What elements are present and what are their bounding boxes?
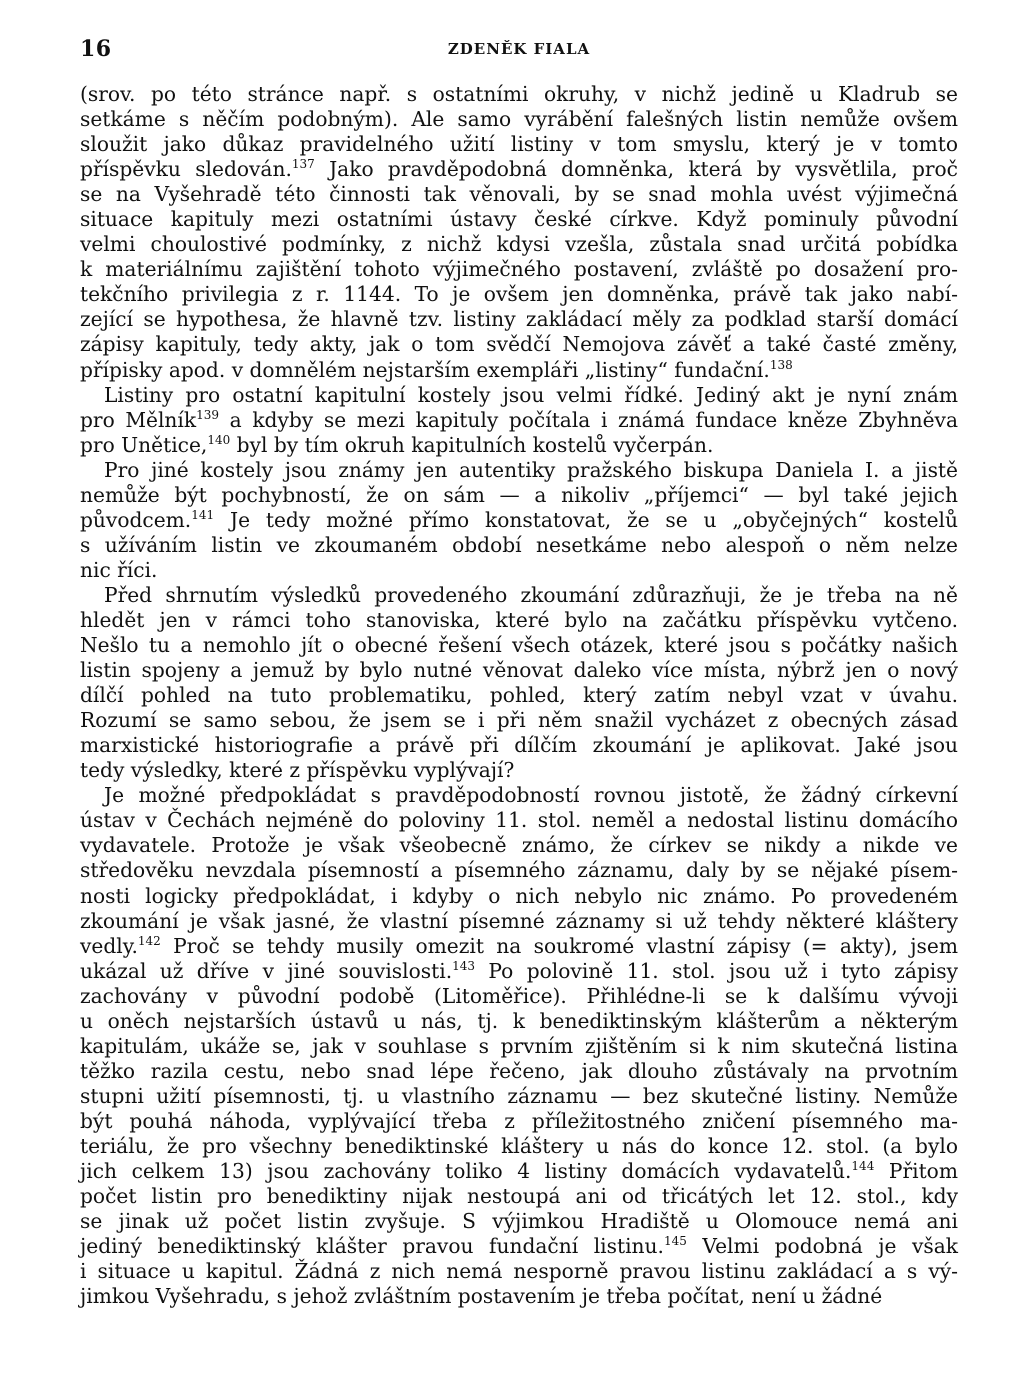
text-run: vydavatele. Protože je však všeobecně známo, že církev se nikdy a nikde ve — [80, 833, 958, 858]
text-line — [80, 307, 958, 332]
text-line — [80, 633, 958, 658]
text-run: pro Mělník — [80, 407, 197, 432]
text-run: původcem. — [80, 507, 192, 532]
text-run: k materiálnímu zajištění tohoto výjimečného postavení, zvláště po dosažení pro- — [80, 257, 958, 282]
text-run: ústav v Čechách nejméně do poloviny 11. stol. neměl a nedostal listinu domácího — [80, 808, 958, 833]
text-line — [80, 959, 958, 984]
text-line — [80, 733, 958, 758]
text-line — [80, 458, 958, 483]
text-line — [80, 1259, 958, 1284]
text-run: příspěvku sledován. — [80, 157, 292, 182]
text-line — [80, 608, 958, 633]
text-line — [80, 1059, 958, 1084]
text-run: Je tedy možné přímo konstatovat, že se u „obyčejných“ kostelů — [214, 507, 958, 532]
text-line — [80, 1109, 958, 1134]
text-run: tedy výsledky, které z příspěvku vyplývají? — [80, 758, 515, 783]
text-line — [80, 408, 958, 433]
text-run: ukázal už dříve v jiné souvislosti. — [80, 958, 453, 983]
text-run: byl by tím okruh kapitulních kostelů vyčerpán. — [230, 432, 714, 457]
text-run: jich celkem 13) jsou zachovány toliko 4 listiny domácích vydavatelů. — [80, 1159, 852, 1184]
text-run: teriálu, že pro všechny benediktinské kláštery u nás do konce 12. stol. (a bylo — [80, 1133, 958, 1158]
text-run: situace kapituly mezi ostatními ústavy české církve. Když pominuly původní — [80, 207, 958, 232]
footnote-ref: 140 — [207, 432, 231, 447]
text-run: zející se hypothesa, že hlavně tzv. listiny zakládací měly za podklad starší domácí — [80, 307, 958, 332]
text-line — [80, 1034, 958, 1059]
text-line — [80, 934, 958, 959]
text-run: se jinak už počet listin zvyšuje. S výjimkou Hradiště u Olomouce nemá ani — [80, 1209, 958, 1234]
text-run: kapitulám, ukáže se, jak v souhlase s prvním zjištěním si k nim skutečná listina — [80, 1033, 958, 1058]
text-run: listin spojeny a jemuž by bylo nutné věnovat daleko více místa, nýbrž jen o nový — [80, 658, 958, 683]
footnote-ref: 143 — [452, 958, 476, 973]
text-run: zachovány v původní podobě (Litoměřice). Přihlédne-li se k dalšímu vývoji — [80, 983, 958, 1008]
footnote-ref: 141 — [191, 507, 215, 522]
text-line — [80, 783, 958, 808]
footnote-ref: 139 — [196, 407, 220, 422]
text-run: Proč se tehdy musily omezit na soukromé vlastní zápisy (= akty), jsem — [160, 933, 958, 958]
text-line — [80, 157, 958, 182]
text-run: Listiny pro ostatní kapitulní kostely jsou velmi řídké. Jediný akt je nyní znám — [104, 382, 958, 407]
footnote-ref: 137 — [291, 157, 315, 172]
text-run: počet listin pro benediktiny nijak nestoupá ani od třicátých let 12. stol., kdy — [80, 1184, 958, 1209]
text-run: velmi choulostivé podmínky, z nichž kdysi vzešla, zůstala snad určitá pobídka — [80, 232, 958, 257]
text-line — [80, 984, 958, 1009]
text-line — [80, 508, 958, 533]
text-line — [80, 107, 958, 132]
text-line — [80, 533, 958, 558]
text-run: Jako pravděpodobná domněnka, která by vysvětlila, proč — [314, 157, 958, 182]
text-run: Přitom — [874, 1159, 958, 1184]
text-line — [80, 558, 958, 583]
text-run: i situace u kapitul. Žádná z nich nemá nesporně pravou listinu zakládací a s vý- — [80, 1259, 958, 1284]
text-run: Velmi podobná je však — [686, 1234, 958, 1259]
text-run: stupni užití písemnosti, tj. u vlastního záznamu — bez skutečné listiny. Nemůže — [80, 1083, 958, 1108]
text-run: zápisy kapituly, tedy akty, jak o tom svědčí Nemojova závěť a také časté změny, — [80, 332, 958, 357]
text-run: zkoumání je však jasné, že vlastní písemné záznamy si už tehdy některé kláštery — [80, 908, 958, 933]
body-text — [80, 82, 958, 1309]
text-run: Po polovině 11. stol. jsou už i tyto zápisy — [475, 958, 959, 983]
text-run: setkáme s něčím podobným). Ale samo vyrábění falešných listin nemůže ovšem — [80, 107, 958, 132]
text-run: nemůže být pochybností, že on sám — a nikoliv „příjemci“ — byl také jejich — [80, 482, 958, 507]
text-line — [80, 1084, 958, 1109]
text-line — [80, 1184, 958, 1209]
text-line — [80, 257, 958, 282]
text-line — [80, 1209, 958, 1234]
text-line — [80, 683, 958, 708]
text-line — [80, 833, 958, 858]
paragraph — [80, 783, 958, 1309]
text-line — [80, 658, 958, 683]
text-run: s užíváním listin ve zkoumaném období nesetkáme nebo alespoň o něm nelze — [80, 532, 958, 557]
text-run: těžko razila cestu, nebo snad lépe řečeno, jak dlouho zůstávaly na prvotním — [80, 1058, 958, 1083]
text-line — [80, 383, 958, 408]
text-run: u oněch nejstarších ústavů u nás, tj. k benediktinským klášterům a některým — [80, 1008, 958, 1033]
text-run: být pouhá náhoda, vyplývající třeba z příležitostného zničení písemného ma- — [80, 1108, 958, 1133]
running-title: ZDENĚK FIALA — [447, 40, 591, 58]
text-run: Nešlo tu a nemohlo jít o obecné řešení všech otázek, které jsou s počátky našich — [80, 633, 958, 658]
text-run: hledět jen v rámci toho stanoviska, které bylo na začátku příspěvku vytčeno. — [80, 607, 958, 632]
text-run: se na Vyšehradě této činnosti tak věnovali, by se snad mohla uvést výjimečná — [80, 182, 958, 207]
paragraph — [80, 82, 958, 383]
text-run: vedly. — [80, 933, 138, 958]
text-run: (srov. po této stránce např. s ostatními okruhy, v nichž jedině u Kladrub se — [80, 82, 958, 106]
text-line — [80, 207, 958, 232]
text-line — [80, 232, 958, 257]
footnote-ref: 138 — [769, 357, 793, 372]
text-run: Je možné předpokládat s pravděpodobností rovnou jistotě, že žádný církevní — [104, 783, 958, 808]
text-line — [80, 132, 958, 157]
text-run: pro Unětice, — [80, 432, 208, 457]
text-line — [80, 884, 958, 909]
text-line — [80, 1009, 958, 1034]
paragraph — [80, 583, 958, 783]
text-line — [80, 332, 958, 357]
paragraph — [80, 458, 958, 583]
text-line — [80, 583, 958, 608]
text-line — [80, 708, 958, 733]
text-line — [80, 82, 958, 107]
text-line — [80, 758, 958, 783]
text-line — [80, 282, 958, 307]
footnote-ref: 144 — [851, 1159, 875, 1174]
text-run: středověku nevzdala písemností a písemného záznamu, daly by se nějaké písem- — [80, 858, 958, 883]
footnote-ref: 142 — [137, 933, 161, 948]
text-line — [80, 858, 958, 883]
text-line — [80, 358, 958, 383]
text-line — [80, 1284, 958, 1309]
text-run: marxistické historiografie a právě při dílčím zkoumání je aplikovat. Jaké jsou — [80, 733, 958, 758]
text-line — [80, 483, 958, 508]
text-run: nosti logicky předpokládat, i kdyby o nich nebylo nic známo. Po provedeném — [80, 883, 958, 908]
text-line — [80, 1159, 958, 1184]
text-line — [80, 1134, 958, 1159]
text-line — [80, 1234, 958, 1259]
text-run: Pro jiné kostely jsou známy jen autentiky pražského biskupa Daniela I. a jistě — [104, 457, 958, 482]
text-run: přípisky apod. v domnělém nejstarším exempláři „listiny“ fundační. — [80, 357, 770, 382]
text-run: nic říci. — [80, 557, 158, 582]
text-line — [80, 808, 958, 833]
text-line — [80, 909, 958, 934]
page-number: 16 — [80, 36, 112, 62]
text-run: dílčí pohled na tuto problematiku, pohled, který zatím nebyl vzat v úvahu. — [80, 683, 958, 708]
text-run: a kdyby se mezi kapituly počítala i známá fundace kněze Zbyhněva — [219, 407, 958, 432]
text-run: Rozumí se samo sebou, že jsem se i při něm snažil vycházet z obecných zásad — [80, 708, 958, 733]
text-run: tekčního privilegia z r. 1144. To je ovšem jen domněnka, právě tak jako nabí- — [80, 282, 958, 307]
text-line — [80, 433, 958, 458]
footnote-ref: 145 — [663, 1234, 687, 1249]
text-run: jimkou Vyšehradu, s jehož zvláštním postavením je třeba počítat, není u žádné — [80, 1284, 883, 1309]
text-run: Před shrnutím výsledků provedeného zkoumání zdůrazňuji, že je třeba na ně — [104, 582, 958, 607]
text-line — [80, 182, 958, 207]
text-run: jediný benediktinský klášter pravou fundační listinu. — [80, 1234, 664, 1259]
page-header — [80, 36, 958, 60]
paragraph — [80, 383, 958, 458]
text-run: sloužit jako důkaz pravidelného užití listiny v tom smyslu, který je v tomto — [80, 132, 958, 157]
